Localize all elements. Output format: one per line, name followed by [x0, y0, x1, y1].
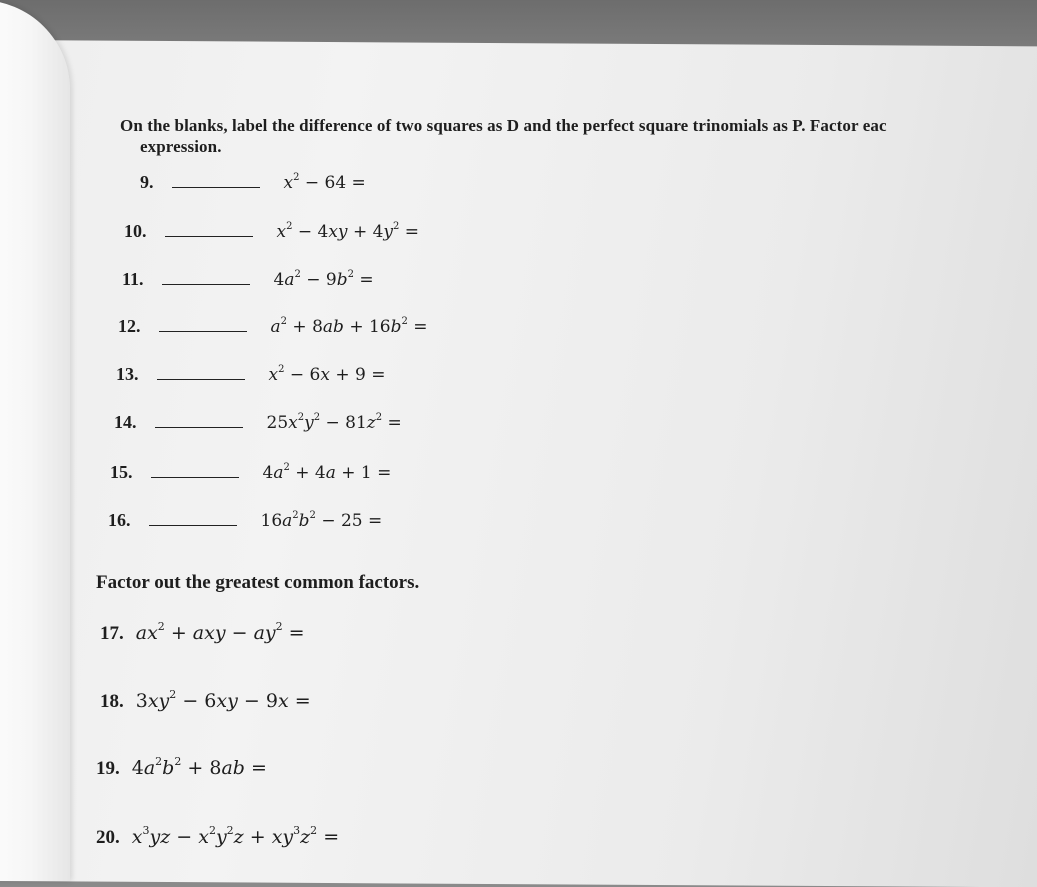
operator-constant: 3 [135, 690, 148, 712]
problem-expression [269, 365, 386, 385]
answer-blank[interactable] [172, 173, 260, 188]
operator-constant: − [170, 826, 199, 848]
operator-constant: = [399, 222, 420, 242]
operator-constant: 16 [260, 511, 283, 531]
variable: ay [253, 622, 276, 644]
answer-blank[interactable] [159, 317, 247, 332]
exponent: 2 [401, 316, 408, 327]
exponent: 2 [286, 221, 293, 232]
problem-number: 16. [108, 510, 131, 530]
operator-constant: − 4 [292, 222, 329, 242]
variable: x [131, 826, 143, 848]
variable: a [273, 463, 284, 483]
exponent: 2 [226, 824, 234, 837]
problem-expression [274, 270, 374, 290]
operator-constant: 25 [266, 413, 289, 433]
problem-number: 13. [116, 364, 139, 384]
variable: b [390, 317, 402, 337]
operator-constant: 4 [273, 270, 285, 290]
operator-constant: + 8 [181, 757, 222, 779]
problem-expression [136, 622, 305, 644]
operator-constant: − 6 [176, 690, 217, 712]
exponent: 2 [375, 412, 383, 423]
problem-expression [277, 222, 420, 242]
answer-blank[interactable] [149, 511, 237, 526]
variable: a [143, 757, 156, 779]
operator-constant: = [407, 317, 428, 337]
exponent: 2 [297, 412, 305, 423]
operator-constant: = [282, 622, 305, 644]
exponent: 2 [393, 221, 400, 232]
operator-constant: = [244, 757, 267, 779]
problem-row-13 [116, 364, 385, 385]
problem-row-17 [100, 622, 305, 645]
variable: b [336, 270, 348, 290]
exponent: 2 [292, 510, 299, 521]
variable: ab [221, 757, 245, 779]
operator-constant: − [225, 622, 254, 644]
exponent: 2 [283, 462, 290, 473]
problem-number: 15. [110, 462, 133, 482]
exponent: 2 [157, 620, 165, 633]
exponent: 2 [174, 755, 182, 768]
exponent: 2 [280, 316, 288, 327]
variable: x [277, 690, 289, 712]
variable: y [304, 413, 314, 433]
variable: xy [328, 222, 348, 242]
operator-constant: − 81 [320, 413, 367, 433]
problem-number: 14. [114, 412, 137, 432]
operator-constant: + [243, 826, 272, 848]
exponent: 3 [293, 824, 301, 837]
problem-row-14 [114, 412, 402, 433]
variable: b [298, 511, 310, 531]
problem-expression [284, 173, 366, 193]
operator-constant: = [382, 413, 402, 433]
operator-constant: = [288, 690, 311, 712]
problem-expression [267, 413, 402, 433]
answer-blank[interactable] [157, 365, 245, 380]
exponent: 2 [309, 510, 316, 521]
problem-expression [263, 463, 392, 483]
operator-constant: − 64 = [299, 173, 366, 193]
variable: ax [135, 622, 158, 644]
exponent: 2 [275, 620, 283, 633]
operator-constant: + 16 [343, 317, 391, 337]
problem-expression [136, 690, 311, 712]
exponent: 2 [294, 269, 301, 280]
problem-row-19 [96, 757, 267, 780]
problem-number: 18. [100, 691, 124, 712]
variable: a [270, 317, 281, 337]
answer-blank[interactable] [162, 270, 250, 285]
variable: xy [216, 690, 238, 712]
operator-constant: + 4 [347, 222, 384, 242]
variable: z [233, 826, 244, 848]
exponent: 2 [293, 172, 300, 183]
operator-constant: = [317, 826, 340, 848]
variable: x [288, 413, 298, 433]
problem-number: 17. [100, 623, 124, 644]
exponent: 2 [208, 824, 216, 837]
exponent: 2 [155, 755, 163, 768]
problem-number: 19. [96, 758, 120, 779]
problem-number: 10. [124, 221, 147, 241]
problem-row-16 [108, 510, 382, 531]
variable: a [325, 463, 336, 483]
answer-blank[interactable] [155, 413, 243, 428]
operator-constant: + 4 [289, 463, 326, 483]
problem-row-12 [118, 316, 428, 337]
problem-row-11 [122, 269, 374, 290]
exponent: 2 [278, 364, 285, 375]
problem-number: 20. [96, 827, 120, 848]
operator-constant: = [354, 270, 374, 290]
exponent: 3 [142, 824, 150, 837]
exponent: 2 [310, 824, 318, 837]
operator-constant: + 8 [287, 317, 323, 337]
problem-expression [132, 757, 267, 779]
answer-blank[interactable] [165, 222, 253, 237]
variable: y [383, 222, 394, 242]
variable: x [198, 826, 209, 848]
problem-number: 12. [118, 316, 141, 336]
variable: xy [271, 826, 294, 848]
instructions-line-2: expression. [140, 137, 222, 156]
variable: x [276, 222, 287, 242]
operator-constant: + 9 = [329, 365, 386, 385]
variable: z [366, 413, 376, 433]
problem-row-15 [110, 462, 391, 483]
operator-constant: − 6 [284, 365, 321, 385]
variable: x [320, 365, 330, 385]
problem-row-10 [124, 221, 419, 242]
page-curl-left [0, 0, 70, 881]
operator-constant: 4 [131, 757, 144, 779]
variable: z [300, 826, 311, 848]
operator-constant: − 9 [237, 690, 278, 712]
problem-expression [261, 511, 383, 531]
operator-constant: + [164, 622, 193, 644]
variable: a [284, 270, 295, 290]
variable: y [215, 826, 227, 848]
variable: a [282, 511, 293, 531]
operator-constant: + 1 = [335, 463, 392, 483]
exponent: 2 [347, 269, 354, 280]
problem-row-9 [140, 172, 366, 193]
problem-row-20 [96, 826, 339, 849]
answer-blank[interactable] [151, 463, 239, 478]
problem-number: 9. [140, 172, 154, 192]
problem-expression [132, 826, 339, 848]
variable: xy [147, 690, 170, 712]
problem-number: 11. [122, 269, 144, 289]
variable: b [162, 757, 175, 779]
variable: x [268, 365, 279, 385]
variable: ab [322, 317, 344, 337]
section-title-gcf: Factor out the greatest common factors. [96, 572, 420, 593]
variable: x [283, 173, 294, 193]
variable: axy [192, 622, 226, 644]
problem-expression [271, 317, 428, 337]
operator-constant: − 9 [300, 270, 337, 290]
operator-constant: − 25 = [315, 511, 383, 531]
exponent: 2 [169, 688, 177, 701]
instructions-line-1: On the blanks, label the difference of two squares as D and the perfect square trinomials as P. Factor eac [120, 116, 887, 135]
variable: yz [149, 826, 171, 848]
exponent: 2 [313, 412, 321, 423]
problem-row-18 [100, 690, 311, 713]
operator-constant: 4 [262, 463, 274, 483]
